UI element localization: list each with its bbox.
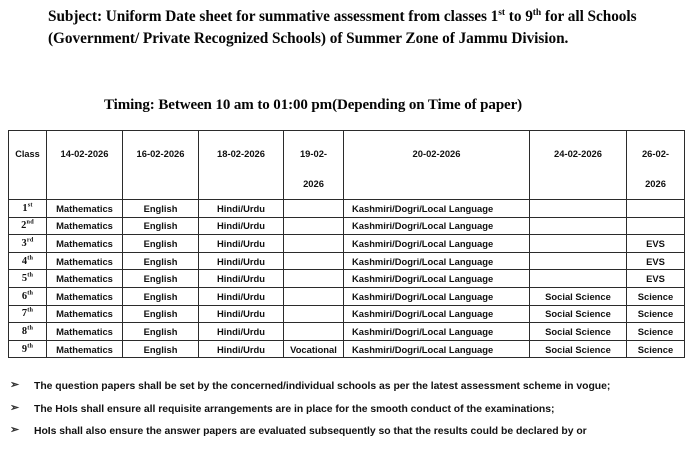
header-cell-26-02-2026-line2: 2026 [645, 178, 666, 189]
cell-19-02-2026 [284, 217, 344, 235]
note-text: HoIs shall also ensure the answer papers are evaluated subsequently so that the results could be declared by or [34, 426, 587, 437]
cell-24-02-2026: Social Science [530, 287, 627, 305]
class-ordinal-suffix: th [27, 254, 34, 262]
class-ordinal-suffix: st [27, 201, 33, 209]
cell-class [9, 200, 47, 218]
cell-16-02-2026: English [123, 340, 199, 358]
cell-26-02-2026: Science [627, 305, 685, 323]
arrow-bullet-icon: ➢ [10, 424, 20, 436]
class-ordinal-suffix: th [27, 289, 34, 297]
cell-14-02-2026: Mathematics [47, 305, 123, 323]
cell-26-02-2026: EVS [627, 235, 685, 253]
cell-19-02-2026 [284, 270, 344, 288]
subject-heading [48, 6, 678, 49]
list-item [8, 401, 684, 419]
table-row [9, 270, 685, 288]
subject-heading-prefix: Subject: Uniform Date sheet for summative assessment from classes 1 [48, 8, 499, 25]
cell-18-02-2026: Hindi/Urdu [199, 270, 284, 288]
datesheet-table-container [8, 130, 684, 358]
cell-18-02-2026: Hindi/Urdu [199, 323, 284, 341]
cell-26-02-2026: EVS [627, 252, 685, 270]
cell-14-02-2026: Mathematics [47, 200, 123, 218]
datesheet-header-row [9, 131, 685, 200]
cell-16-02-2026: English [123, 217, 199, 235]
cell-19-02-2026 [284, 252, 344, 270]
class-number: 9 [21, 343, 28, 355]
cell-20-02-2026: Kashmiri/Dogri/Local Language [344, 340, 530, 358]
cell-16-02-2026: English [123, 287, 199, 305]
cell-24-02-2026: Social Science [530, 340, 627, 358]
cell-18-02-2026: Hindi/Urdu [199, 252, 284, 270]
class-number: 2 [21, 220, 27, 232]
cell-class [9, 252, 47, 270]
cell-20-02-2026: Kashmiri/Dogri/Local Language [344, 305, 530, 323]
arrow-bullet-icon: ➢ [10, 379, 20, 391]
cell-16-02-2026: English [123, 270, 199, 288]
header-cell-20-02-2026: 20-02-2026 [344, 131, 530, 200]
cell-14-02-2026: Mathematics [47, 287, 123, 305]
table-row [9, 287, 685, 305]
cell-14-02-2026: Mathematics [47, 235, 123, 253]
cell-class [9, 287, 47, 305]
cell-class [9, 217, 47, 235]
class-ordinal-suffix: th [27, 342, 34, 350]
cell-19-02-2026 [284, 235, 344, 253]
table-row [9, 235, 685, 253]
cell-24-02-2026 [530, 252, 627, 270]
class-ordinal-suffix: th [27, 271, 34, 279]
cell-24-02-2026 [530, 217, 627, 235]
datesheet-table [8, 130, 685, 358]
cell-16-02-2026: English [123, 323, 199, 341]
cell-24-02-2026 [530, 235, 627, 253]
cell-20-02-2026: Kashmiri/Dogri/Local Language [344, 252, 530, 270]
cell-class [9, 235, 47, 253]
table-row [9, 252, 685, 270]
class-number: 6 [21, 290, 28, 302]
datesheet-body [9, 200, 685, 358]
cell-26-02-2026 [627, 217, 685, 235]
class-number: 4 [21, 255, 28, 267]
cell-20-02-2026: Kashmiri/Dogri/Local Language [344, 287, 530, 305]
table-row [9, 217, 685, 235]
class-ordinal-suffix: rd [26, 236, 34, 244]
arrow-bullet-icon: ➢ [10, 401, 20, 414]
class-number: 7 [21, 308, 28, 320]
cell-26-02-2026: Science [627, 340, 685, 358]
cell-16-02-2026: English [123, 235, 199, 253]
cell-class [9, 305, 47, 323]
cell-16-02-2026: English [123, 252, 199, 270]
subject-heading-sup-2: th [532, 7, 542, 18]
cell-19-02-2026 [284, 323, 344, 341]
header-cell-24-02-2026: 24-02-2026 [530, 131, 627, 200]
cell-19-02-2026 [284, 200, 344, 218]
cell-20-02-2026: Kashmiri/Dogri/Local Language [344, 235, 530, 253]
cell-26-02-2026: EVS [627, 270, 685, 288]
cell-18-02-2026: Hindi/Urdu [199, 287, 284, 305]
header-cell-26-02-2026-line1: 26-02- [641, 148, 670, 159]
cell-14-02-2026: Mathematics [47, 270, 123, 288]
subject-heading-mid: to 9 [505, 8, 533, 25]
cell-24-02-2026: Social Science [530, 323, 627, 341]
cell-24-02-2026 [530, 270, 627, 288]
subject-heading-rest: for all Schools (Government/ Private Recognized Schools) of Summer Zone of Jammu Division. [48, 8, 637, 47]
cell-14-02-2026: Mathematics [47, 252, 123, 270]
cell-19-02-2026: Vocational [284, 340, 344, 358]
cell-18-02-2026: Hindi/Urdu [199, 305, 284, 323]
cell-24-02-2026 [530, 200, 627, 218]
header-cell-26-02-2026 [627, 131, 685, 200]
cell-19-02-2026 [284, 305, 344, 323]
class-number: 5 [21, 273, 28, 285]
cell-16-02-2026: English [123, 305, 199, 323]
cell-19-02-2026 [284, 287, 344, 305]
subject-heading-sup-1: st [498, 7, 505, 18]
list-item [8, 423, 684, 441]
header-cell-14-02-2026: 14-02-2026 [47, 131, 123, 200]
header-cell-19-02-2026 [284, 131, 344, 200]
table-row [9, 200, 685, 218]
notes-list [8, 378, 684, 446]
class-ordinal-suffix: th [27, 324, 34, 332]
table-row [9, 340, 685, 358]
cell-18-02-2026: Hindi/Urdu [199, 217, 284, 235]
cell-16-02-2026: English [123, 200, 199, 218]
cell-14-02-2026: Mathematics [47, 217, 123, 235]
cell-18-02-2026: Hindi/Urdu [199, 235, 284, 253]
cell-20-02-2026: Kashmiri/Dogri/Local Language [344, 323, 530, 341]
table-row [9, 305, 685, 323]
header-cell-18-02-2026: 18-02-2026 [199, 131, 284, 200]
header-cell-class: Class [9, 131, 47, 200]
cell-class [9, 340, 47, 358]
cell-14-02-2026: Mathematics [47, 340, 123, 358]
cell-24-02-2026: Social Science [530, 305, 627, 323]
class-ordinal-suffix: nd [26, 218, 34, 226]
class-ordinal-suffix: th [27, 306, 34, 314]
cell-18-02-2026: Hindi/Urdu [199, 340, 284, 358]
list-item [8, 378, 684, 396]
cell-20-02-2026: Kashmiri/Dogri/Local Language [344, 270, 530, 288]
table-row [9, 323, 685, 341]
header-cell-16-02-2026: 16-02-2026 [123, 131, 199, 200]
cell-20-02-2026: Kashmiri/Dogri/Local Language [344, 200, 530, 218]
cell-class [9, 323, 47, 341]
cell-26-02-2026 [627, 200, 685, 218]
class-number: 3 [21, 237, 27, 249]
timing-line: Timing: Between 10 am to 01:00 pm(Depending on Time of paper) [104, 97, 523, 113]
class-number: 1 [22, 202, 28, 214]
cell-18-02-2026: Hindi/Urdu [199, 200, 284, 218]
cell-20-02-2026: Kashmiri/Dogri/Local Language [344, 217, 530, 235]
class-number: 8 [21, 325, 28, 337]
note-text: The HoIs shall ensure all requisite arrangements are in place for the smooth conduct of the examinations; [34, 403, 555, 415]
cell-26-02-2026: Science [627, 323, 685, 341]
cell-14-02-2026: Mathematics [47, 323, 123, 341]
header-cell-19-02-2026-line1: 19-02- [299, 148, 328, 159]
cell-class [9, 270, 47, 288]
header-cell-19-02-2026-line2: 2026 [303, 178, 324, 189]
cell-26-02-2026: Science [627, 287, 685, 305]
note-text: The question papers shall be set by the concerned/individual schools as per the latest assessment scheme in vogue; [34, 381, 611, 392]
